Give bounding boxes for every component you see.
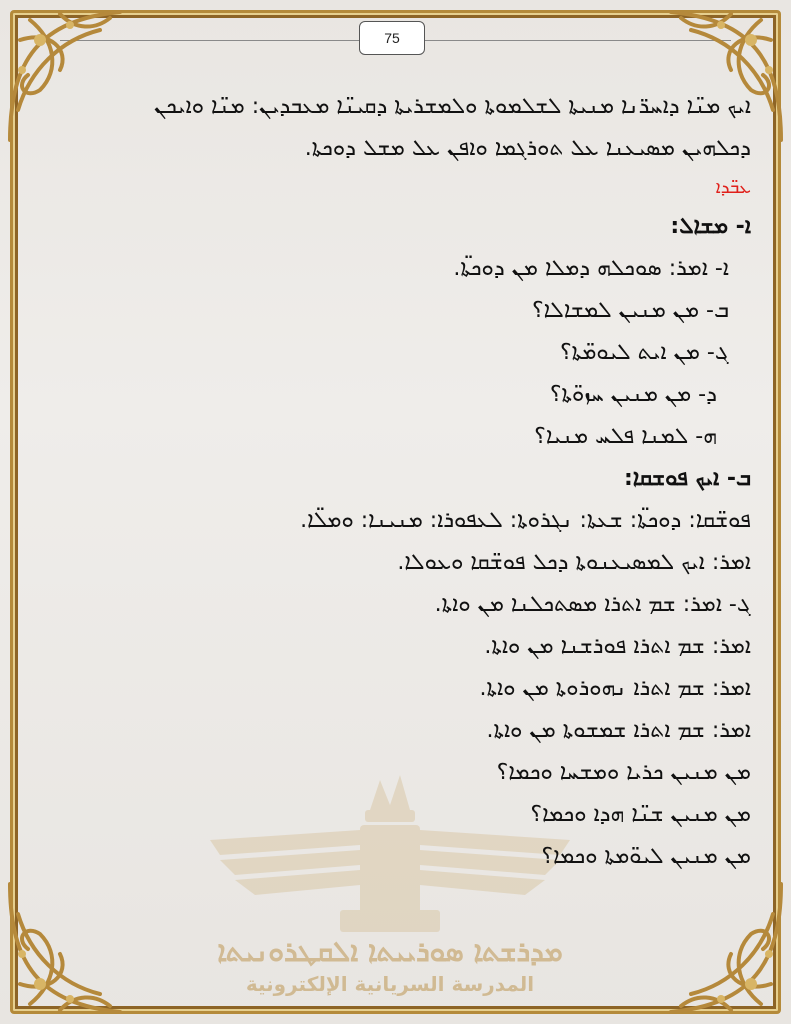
sentence-line: ܐܡܪ: ܫܡ ܐܬܪܐ ܢܗܘܪܘܬܐ ܡܢ ܘܐܬܐ. <box>479 676 751 701</box>
section-c-line: ܓ- ܐܡܪ: ܫܡ ܐܬܪܐ ܡܣܬܟܠܢܐ ܡܢ ܘܐܬܐ. <box>434 592 751 617</box>
exercises-heading: ܥܒ̈ܕܐ <box>715 177 751 198</box>
vocabulary-line: ܦܘܫ̈ܩܐ: ܕܘܟܬ̈ܐ: ܫܥܬܐ: ܢܓܪܘܬܐ: ܠܥܦܘܪܐ: ܡܢܝܢܐ: ܘܡܠ̈ܐ. <box>300 508 751 533</box>
paragraph-line: ܕܟܠܗܝܢ ܡܣܝܥܢܐ ܥܠ ܬܘܪܓܡܐ ܘܐܦܢ ܥܠ ܡܫܠ ܕܘܟܬܐ. <box>304 136 751 161</box>
sentence-line: ܐܡܪ: ܫܡ ܐܬܪܐ ܦܘܪܫܢܐ ܡܢ ܘܐܬܐ. <box>484 634 751 659</box>
ornament-corner-icon <box>641 874 791 1024</box>
question-item: ܕ- ܡܢ ܡܢܝܢ ܚܙܘ̈ܬܐ؟ <box>549 382 717 407</box>
question-item: ܗ- ܠܡܢܐ ܦܠܚ ܡܢܝܐ؟ <box>534 424 717 449</box>
sentence-line: ܐܡܪ: ܫܡ ܐܬܪܐ ܫܡܫܘܬܐ ܡܢ ܘܐܬܐ. <box>486 718 751 743</box>
question-line: ܡܢ ܡܢܝܢ ܟܪܝܐ ܘܡܫܚܐ ܘܟܡܐ؟ <box>496 760 751 785</box>
section-a-heading: ܐ- ܡܫܐܠ: <box>670 214 751 239</box>
paragraph-line: ܐܝܟ ܡܢ̈ܐ ܕܐܚܪ̈ܢܐ ܡܢܝܬܐ ܠܫܠܡܘܬܐ ܘܠܡܫܪܝܬܐ ܕܩܝܢ̈ܐ ܡܥܒܕܝܢ: ܡܢ̈ܐ ܘܐܝܟܢ <box>154 94 751 119</box>
instruction-line: ܐܡܪ: ܐܝܟ ܠܡܣܝܥܢܘܬܐ ܕܟܠ ܦܘܫ̈ܩܐ ܘܥܘܠܐ. <box>397 550 751 575</box>
question-line: ܡܢ ܡܢܝܢ ܠܝܘ̈ܡܬܐ ܘܟܡܐ؟ <box>541 844 751 869</box>
section-b-heading: ܒ- ܐܝܟ ܦܘܫܩܐ: <box>623 466 751 491</box>
watermark-syriac-text: ܡܕܪܫܬܐ ܣܘܪܝܝܬܐ ܐܠܩܛܪܘܢܝܬܐ <box>217 935 563 968</box>
watermark-arabic-text: المدرسة السريانية الإلكترونية <box>245 972 535 996</box>
ornament-corner-icon <box>0 874 150 1024</box>
question-line: ܡܢ ܡܢܝܢ ܫܢ̈ܐ ܗܕܐ ܘܟܡܐ؟ <box>530 802 751 827</box>
page-number: 75 <box>359 21 425 55</box>
question-item: ܐ- ܐܡܪ: ܣܘܟܠܗ ܕܡܠܐ ܡܢ ܕܘܟܬ̈ܐ. <box>453 256 729 281</box>
question-item: ܒ- ܡܢ ܡܢܝܢ ܠܡܫܐܠܐ؟ <box>531 298 729 323</box>
lesson-content <box>70 86 751 878</box>
question-item: ܓ- ܡܢ ܐܝܬ ܠܝܘܡ̈ܬܐ؟ <box>559 340 729 365</box>
